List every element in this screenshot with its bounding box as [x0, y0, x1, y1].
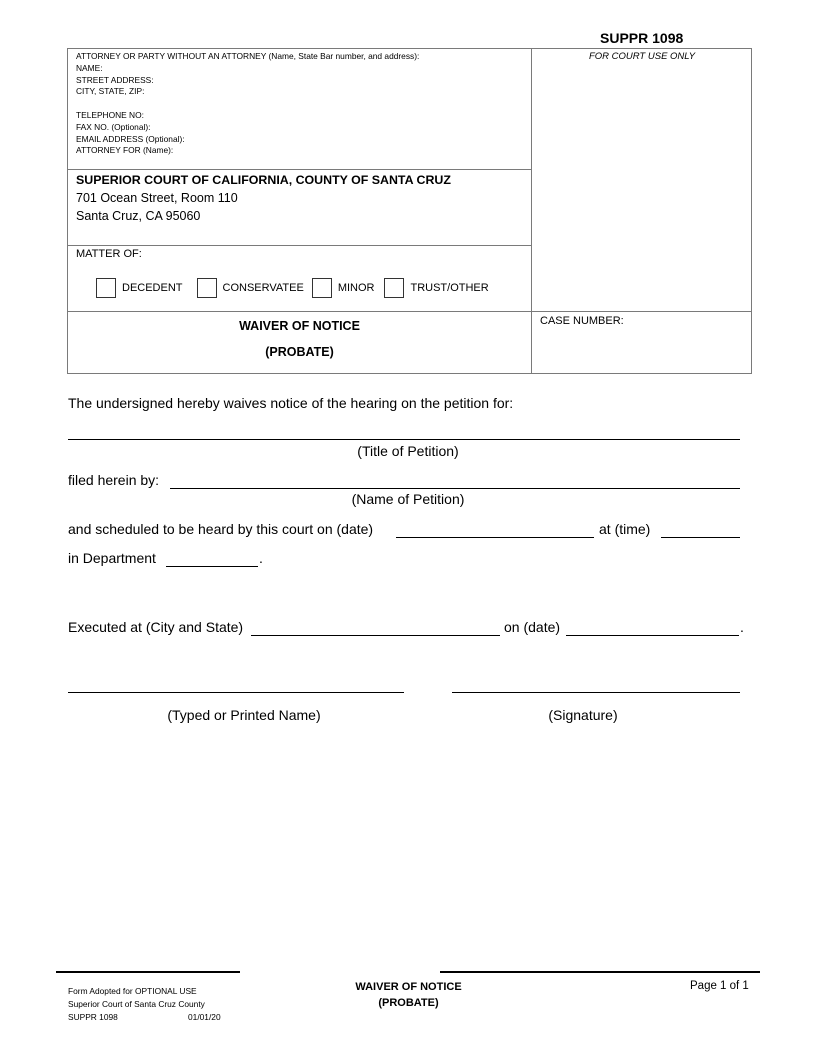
at-time-label: at (time): [599, 521, 651, 537]
court-address-2: Santa Cruz, CA 95060: [76, 209, 201, 223]
case-number-label: CASE NUMBER:: [540, 315, 624, 327]
caption-divider-vertical: [531, 49, 532, 373]
divider-court: [68, 245, 531, 246]
title-of-petition-field[interactable]: [68, 439, 740, 440]
matter-of-label: MATTER OF:: [76, 248, 142, 260]
on-date-label: on (date): [504, 619, 561, 635]
attorney-block[interactable]: [76, 51, 526, 157]
footer-rule-right: [440, 971, 760, 973]
attorney-for-line: ATTORNEY FOR (Name):: [76, 145, 174, 156]
scheduled-label: and scheduled to be heard by this court on (date): [68, 521, 374, 537]
divider-attorney: [68, 169, 531, 170]
hearing-time-field[interactable]: [661, 537, 740, 538]
court-use-label: FOR COURT USE ONLY: [588, 51, 696, 62]
checkbox-trust-other[interactable]: [384, 278, 404, 298]
footer-line-2: Superior Court of Santa Cruz County: [68, 999, 205, 1009]
footer-line-1: Form Adopted for OPTIONAL USE: [68, 986, 197, 996]
attorney-line: ATTORNEY OR PARTY WITHOUT AN ATTORNEY (Name, State Bar number, and address):: [76, 51, 420, 61]
hearing-date-field[interactable]: [396, 537, 594, 538]
attorney-street-line: STREET ADDRESS:: [76, 74, 154, 85]
checkbox-minor[interactable]: [312, 278, 332, 298]
department-label: in Department: [68, 550, 156, 566]
court-name: SUPERIOR COURT OF CALIFORNIA, COUNTY OF SANTA CRUZ: [76, 173, 451, 187]
form-title: [68, 313, 531, 365]
title-of-petition-caption: (Title of Petition): [357, 443, 459, 459]
typed-name-caption: (Typed or Printed Name): [167, 707, 321, 723]
executed-city-field[interactable]: [251, 635, 500, 636]
attorney-city-line: CITY, STATE, ZIP:: [76, 86, 145, 97]
court-address-1: 701 Ocean Street, Room 110: [76, 191, 238, 205]
matter-checkboxes: [96, 277, 497, 299]
footer-form-code: SUPPR 1098: [68, 1012, 118, 1022]
footer-rule-left: [56, 971, 240, 973]
attorney-phone-line: TELEPHONE NO:: [76, 109, 144, 120]
caption-box: [67, 48, 752, 374]
court-block: [76, 171, 451, 225]
footer-title-1: WAIVER OF NOTICE: [355, 981, 462, 993]
checkbox-conservatee[interactable]: [197, 278, 217, 298]
checkbox-label: TRUST/OTHER: [410, 282, 489, 294]
footer-title: [320, 979, 497, 1011]
filed-by-field[interactable]: [170, 488, 740, 489]
divider-matter: [68, 311, 751, 312]
typed-name-field[interactable]: [68, 692, 404, 693]
executed-date-field[interactable]: [566, 635, 739, 636]
form-title-line-1: WAIVER OF NOTICE: [239, 319, 360, 333]
checkbox-label: CONSERVATEE: [222, 282, 304, 294]
intro-text: The undersigned hereby waives notice of the hearing on the petition for:: [68, 395, 514, 411]
checkbox-decedent[interactable]: [96, 278, 116, 298]
footer-date: 01/01/20: [188, 1012, 221, 1022]
page-number: Page 1 of 1: [690, 980, 749, 992]
signature-field[interactable]: [452, 692, 740, 693]
name-of-petition-caption: (Name of Petition): [351, 491, 465, 507]
attorney-email-line: EMAIL ADDRESS (Optional):: [76, 133, 185, 144]
executed-at-label: Executed at (City and State): [68, 619, 244, 635]
form-id: SUPPR 1098: [600, 30, 684, 46]
department-period: .: [259, 550, 263, 566]
checkbox-label: MINOR: [337, 282, 375, 294]
signature-caption: (Signature): [548, 707, 618, 723]
form-title-line-2: (PROBATE): [265, 345, 334, 359]
checkbox-label: DECEDENT: [122, 282, 183, 294]
attorney-name-line: NAME:: [76, 62, 103, 73]
footer-adoption: [68, 985, 221, 1024]
executed-period: .: [740, 619, 744, 635]
attorney-spacer: [76, 98, 526, 110]
footer-title-2: (PROBATE): [378, 997, 439, 1009]
attorney-fax-line: FAX NO. (Optional):: [76, 121, 151, 132]
filed-by-label: filed herein by:: [68, 472, 160, 488]
department-field[interactable]: [166, 566, 258, 567]
footer-code-row: [68, 1011, 221, 1024]
